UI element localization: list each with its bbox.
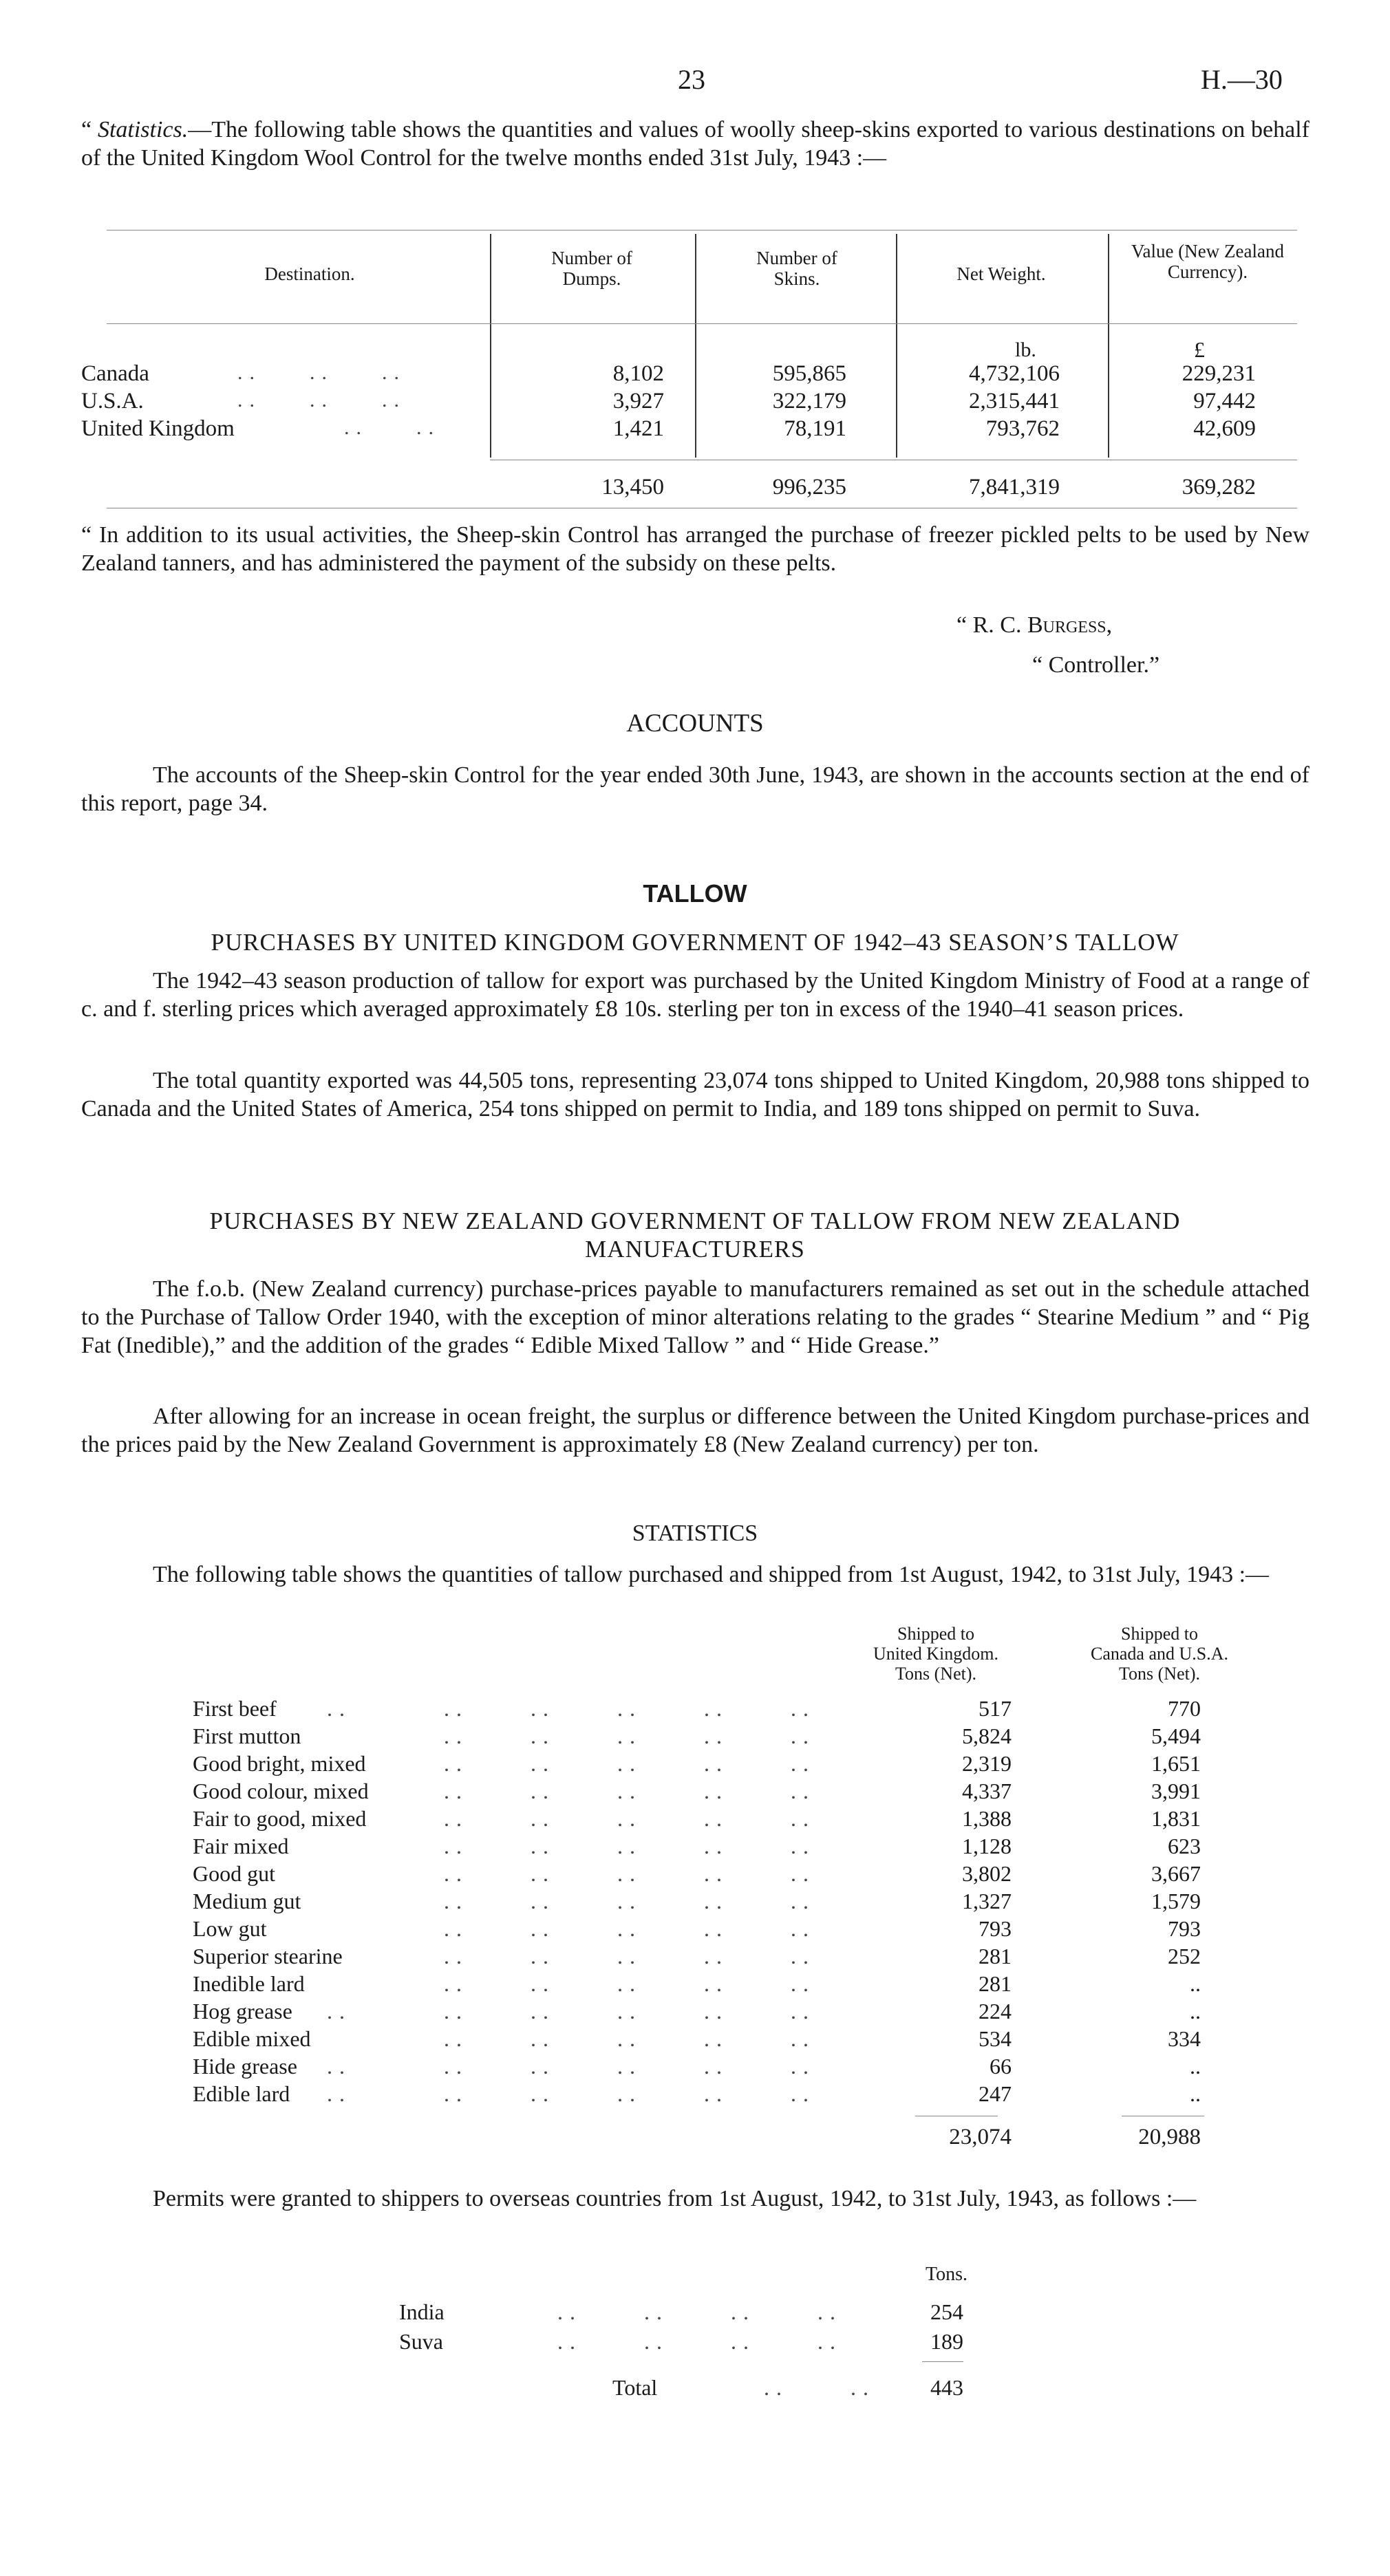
table-row — [165, 1861, 1301, 1889]
value-cell: 97,442 — [1193, 389, 1256, 414]
col-header-line: United Kingdom. — [873, 1644, 998, 1664]
skins-cell: 595,865 — [772, 361, 846, 386]
leader-dots: .. .. .. .. .. — [444, 1944, 815, 1968]
skins-cell: 78,191 — [784, 416, 846, 441]
weight-unit: lb. — [1015, 339, 1036, 361]
leader-dots: .. .. .. .. .. — [444, 1696, 815, 1721]
accounts-heading: ACCOUNTS — [626, 709, 764, 738]
canada-usa-tons: 623 — [1168, 1834, 1201, 1858]
leader-dots: .. .. .. .. .. — [444, 1971, 815, 1996]
col-header-dumps: Number of Dumps. — [551, 248, 632, 289]
grade-label: Inedible lard — [193, 1971, 305, 1996]
grade-label: Hog grease — [193, 1999, 292, 2024]
weight-cell: 4,732,106 — [969, 361, 1060, 386]
uk-tons: 793 — [979, 1916, 1012, 1941]
sheepskin-control-paragraph: “ In addition to its usual activities, the Sheep-skin Control has arranged the purchase of freezer pickled pelts to be used by New Zealand tanners, and has administered the payment of the subsidy on these pelts. — [81, 522, 1309, 576]
uk-purchases-heading: PURCHASES BY UNITED KINGDOM GOVERNMENT OF 1942–43 SEASON’S TALLOW — [211, 929, 1179, 956]
nz-purchases-heading-line-2: MANUFACTURERS — [585, 1236, 805, 1263]
canada-usa-tons: 793 — [1168, 1916, 1201, 1941]
canada-usa-tons: 770 — [1168, 1696, 1201, 1721]
value-total: 369,282 — [1182, 475, 1256, 500]
skins-total: 996,235 — [772, 475, 846, 500]
uk-total: 23,074 — [949, 2125, 1012, 2149]
skins-cell: 322,179 — [772, 389, 846, 414]
col-header-value: Value (New Zealand Currency). — [1131, 241, 1284, 282]
leader-dots: .. .. .. .. .. — [444, 1889, 815, 1913]
leader-dots: .. .. .. .. — [557, 2329, 842, 2354]
uk-tons: 224 — [979, 1999, 1012, 2024]
accounts-paragraph: The accounts of the Sheep-skin Control for the year ended 30th June, 1943, are shown in the accounts section at the end of this report, page 34. — [81, 762, 1309, 816]
grade-label: Fair to good, mixed — [193, 1806, 367, 1831]
column-divider — [695, 234, 696, 458]
leader-dots: .. .. .. .. .. — [444, 2026, 815, 2051]
leader-dots: .. .. .. — [237, 389, 406, 411]
leader-dots: .. — [327, 1999, 352, 2024]
grade-label: Good gut — [193, 1861, 275, 1886]
grade-label: Medium gut — [193, 1889, 301, 1913]
grade-label: Edible lard — [193, 2081, 290, 2106]
leader-dots: .. — [327, 1696, 352, 1721]
table-row — [165, 2081, 1301, 2109]
col-header-destination: Destination. — [264, 264, 355, 284]
statistics-heading: STATISTICS — [632, 1521, 758, 1546]
table-row — [165, 1971, 1301, 1999]
table-row — [165, 1834, 1301, 1861]
weight-cell: 2,315,441 — [969, 389, 1060, 414]
page-number: 23 — [678, 64, 705, 95]
leader-dots: .. — [327, 2081, 352, 2106]
col-header-line: Tons (Net). — [895, 1664, 977, 1684]
permit-total-label: Total — [612, 2375, 658, 2400]
nz-purchases-heading: PURCHASES BY NEW ZEALAND GOVERNMENT OF TALLOW FROM NEW ZEALAND — [209, 1208, 1181, 1234]
leader-dots: .. .. .. .. .. — [444, 1751, 815, 1776]
table-row — [165, 1724, 1301, 1751]
table-row — [165, 1999, 1301, 2026]
canada-usa-tons: 1,651 — [1151, 1751, 1201, 1776]
grade-label: Low gut — [193, 1916, 267, 1941]
col-header-line: Canada and U.S.A. — [1090, 1644, 1228, 1664]
permit-row — [399, 2329, 1018, 2357]
leader-dots: .. .. .. .. .. — [444, 1916, 815, 1941]
col-header-skins: Number of Skins. — [756, 248, 837, 289]
uk-tons: 4,337 — [962, 1779, 1012, 1803]
canada-usa-tons: .. — [1190, 2081, 1201, 2106]
permit-total-rule — [922, 2361, 963, 2362]
canada-usa-tons: .. — [1190, 1999, 1201, 2024]
canada-usa-tons: 3,991 — [1151, 1779, 1201, 1803]
leader-dots: .. .. .. .. .. — [444, 1724, 815, 1748]
grade-label: Good colour, mixed — [193, 1779, 369, 1803]
table-row — [165, 2054, 1301, 2081]
signature-name: “ R. C. Burgess, — [956, 612, 1113, 638]
uk-tons: 281 — [979, 1971, 1012, 1996]
table-row — [165, 1806, 1301, 1834]
grade-label: Fair mixed — [193, 1834, 289, 1858]
grade-label: Good bright, mixed — [193, 1751, 366, 1776]
value-cell: 42,609 — [1193, 416, 1256, 441]
column-divider — [896, 234, 897, 458]
destination-cell: United Kingdom — [81, 416, 235, 441]
uk-tons: 1,128 — [962, 1834, 1012, 1858]
permit-total: 443 — [930, 2375, 963, 2400]
canada-usa-tons: 1,579 — [1151, 1889, 1201, 1913]
column-divider — [490, 234, 491, 458]
permits-unit: Tons. — [926, 2264, 968, 2285]
leader-dots: .. .. .. .. .. — [444, 1834, 815, 1858]
canada-usa-tons: 252 — [1168, 1944, 1201, 1968]
nz-purchases-paragraph-1: The f.o.b. (New Zealand currency) purchase-prices payable to manufacturers remained as set out in the schedule attached to the Purchase of Tallow Order 1940, with the exception of minor alterations relating to the grades “ Stearine Medium ” and “ Pig Fat (Inedible),” and the addition of the grades “ Edible Mixed Tallow ” and “ Hide Grease.” — [81, 1276, 1309, 1358]
leader-dots: .. .. .. .. .. — [444, 2054, 815, 2079]
uk-tons: 517 — [979, 1696, 1012, 1721]
table-row — [165, 1696, 1301, 1724]
permit-tons: 254 — [930, 2299, 963, 2324]
table-row — [165, 1889, 1301, 1916]
column-divider — [1108, 234, 1109, 458]
grade-label: First beef — [193, 1696, 277, 1721]
uk-tons: 3,802 — [962, 1861, 1012, 1886]
canada-usa-total: 20,988 — [1138, 2125, 1201, 2149]
leader-dots: .. .. .. .. .. — [444, 1999, 815, 2024]
grade-label: First mutton — [193, 1724, 301, 1748]
leader-dots: .. .. .. .. .. — [444, 1861, 815, 1886]
skins-statistics-intro: “ Statistics.—The following table shows the quantities and values of woolly sheep-skins exported to various destinations on behalf of the United Kingdom Wool Control for the twelve months ended 31st July, 1943 :— — [81, 117, 1309, 171]
leader-dots: .. .. — [344, 416, 440, 439]
uk-tons: 5,824 — [962, 1724, 1012, 1748]
permit-total-row — [399, 2375, 1018, 2403]
leader-dots: .. — [327, 2054, 352, 2079]
grade-label: Edible mixed — [193, 2026, 311, 2051]
col-header-line: Tons (Net). — [1118, 1664, 1201, 1684]
permit-row — [399, 2299, 1018, 2327]
table-row — [165, 1944, 1301, 1971]
leader-dots: .. .. .. .. .. — [444, 2081, 815, 2106]
weight-cell: 793,762 — [985, 416, 1060, 441]
nz-purchases-paragraph-2: After allowing for an increase in ocean freight, the surplus or difference between the United Kingdom purchase-prices and the prices paid by the New Zealand Government is approximately £8 (New Zealand currency) per ton. — [81, 1404, 1309, 1457]
uk-tons: 66 — [990, 2054, 1012, 2079]
permits-intro: Permits were granted to shippers to overseas countries from 1st August, 1942, to 31st July, 1943, as follows :— — [153, 2186, 1197, 2211]
col-header-line: Shipped to — [1121, 1624, 1198, 1644]
dumps-cell: 1,421 — [612, 416, 664, 441]
grade-label: Hide grease — [193, 2054, 297, 2079]
statistics-intro: The following table shows the quantities of tallow purchased and shipped from 1st August, 1942, to 31st July, 1943 :— — [153, 1562, 1270, 1587]
leader-dots: .. .. — [764, 2375, 875, 2400]
statistics-label: Statistics. — [97, 117, 189, 142]
value-cell: 229,231 — [1182, 361, 1256, 386]
canada-usa-tons: 3,667 — [1151, 1861, 1201, 1886]
permit-tons: 189 — [930, 2329, 963, 2354]
canada-usa-tons: 334 — [1168, 2026, 1201, 2051]
uk-tons: 1,388 — [962, 1806, 1012, 1831]
table-row — [165, 2026, 1301, 2054]
signature-title: “ Controller.” — [1032, 652, 1160, 678]
uk-purchases-paragraph-1: The 1942–43 season production of tallow for export was purchased by the United Kingdom Ministry of Food at a range of c. and f. sterling prices which averaged approximately £8 10s. sterling per ton in excess of the 1940–41 season prices. — [81, 968, 1309, 1022]
canada-usa-tons: 1,831 — [1151, 1806, 1201, 1831]
uk-purchases-paragraph-2: The total quantity exported was 44,505 tons, representing 23,074 tons shipped to United Kingdom, 20,988 tons shipped to Canada and the United States of America, 254 tons shipped on permit to India, and 189 tons shipped on permit to Suva. — [81, 1068, 1309, 1121]
leader-dots: .. .. .. .. .. — [444, 1779, 815, 1803]
permit-place: India — [399, 2299, 445, 2324]
table-row — [165, 1916, 1301, 1944]
weight-total: 7,841,319 — [969, 475, 1060, 500]
uk-tons: 1,327 — [962, 1889, 1012, 1913]
canada-usa-tons: 5,494 — [1151, 1724, 1201, 1748]
col-header-weight: Net Weight. — [956, 264, 1046, 284]
destination-cell: Canada — [81, 361, 149, 386]
canada-usa-tons: .. — [1190, 2054, 1201, 2079]
leader-dots: .. .. .. — [237, 361, 406, 384]
dumps-cell: 8,102 — [612, 361, 664, 386]
uk-tons: 534 — [979, 2026, 1012, 2051]
permit-place: Suva — [399, 2329, 443, 2354]
header-rule — [107, 323, 1297, 324]
table-row — [165, 1779, 1301, 1806]
canada-usa-tons: .. — [1190, 1971, 1201, 1996]
value-unit: £ — [1194, 337, 1205, 362]
document-reference: H.—30 — [1201, 64, 1283, 95]
tallow-heading: TALLOW — [643, 879, 747, 908]
grade-label: Superior stearine — [193, 1944, 343, 1968]
col-header-shipped-canada-usa — [1053, 1624, 1266, 1684]
uk-tons: 281 — [979, 1944, 1012, 1968]
dumps-cell: 3,927 — [612, 389, 664, 414]
leader-dots: .. .. .. .. — [557, 2299, 842, 2324]
uk-tons: 2,319 — [962, 1751, 1012, 1776]
col-header-line: Shipped to — [897, 1624, 974, 1644]
dumps-total: 13,450 — [601, 475, 664, 500]
destination-cell: U.S.A. — [81, 389, 144, 414]
col-header-shipped-uk — [850, 1624, 1022, 1684]
table-row — [165, 1751, 1301, 1779]
leader-dots: .. .. .. .. .. — [444, 1806, 815, 1831]
uk-tons: 247 — [979, 2081, 1012, 2106]
